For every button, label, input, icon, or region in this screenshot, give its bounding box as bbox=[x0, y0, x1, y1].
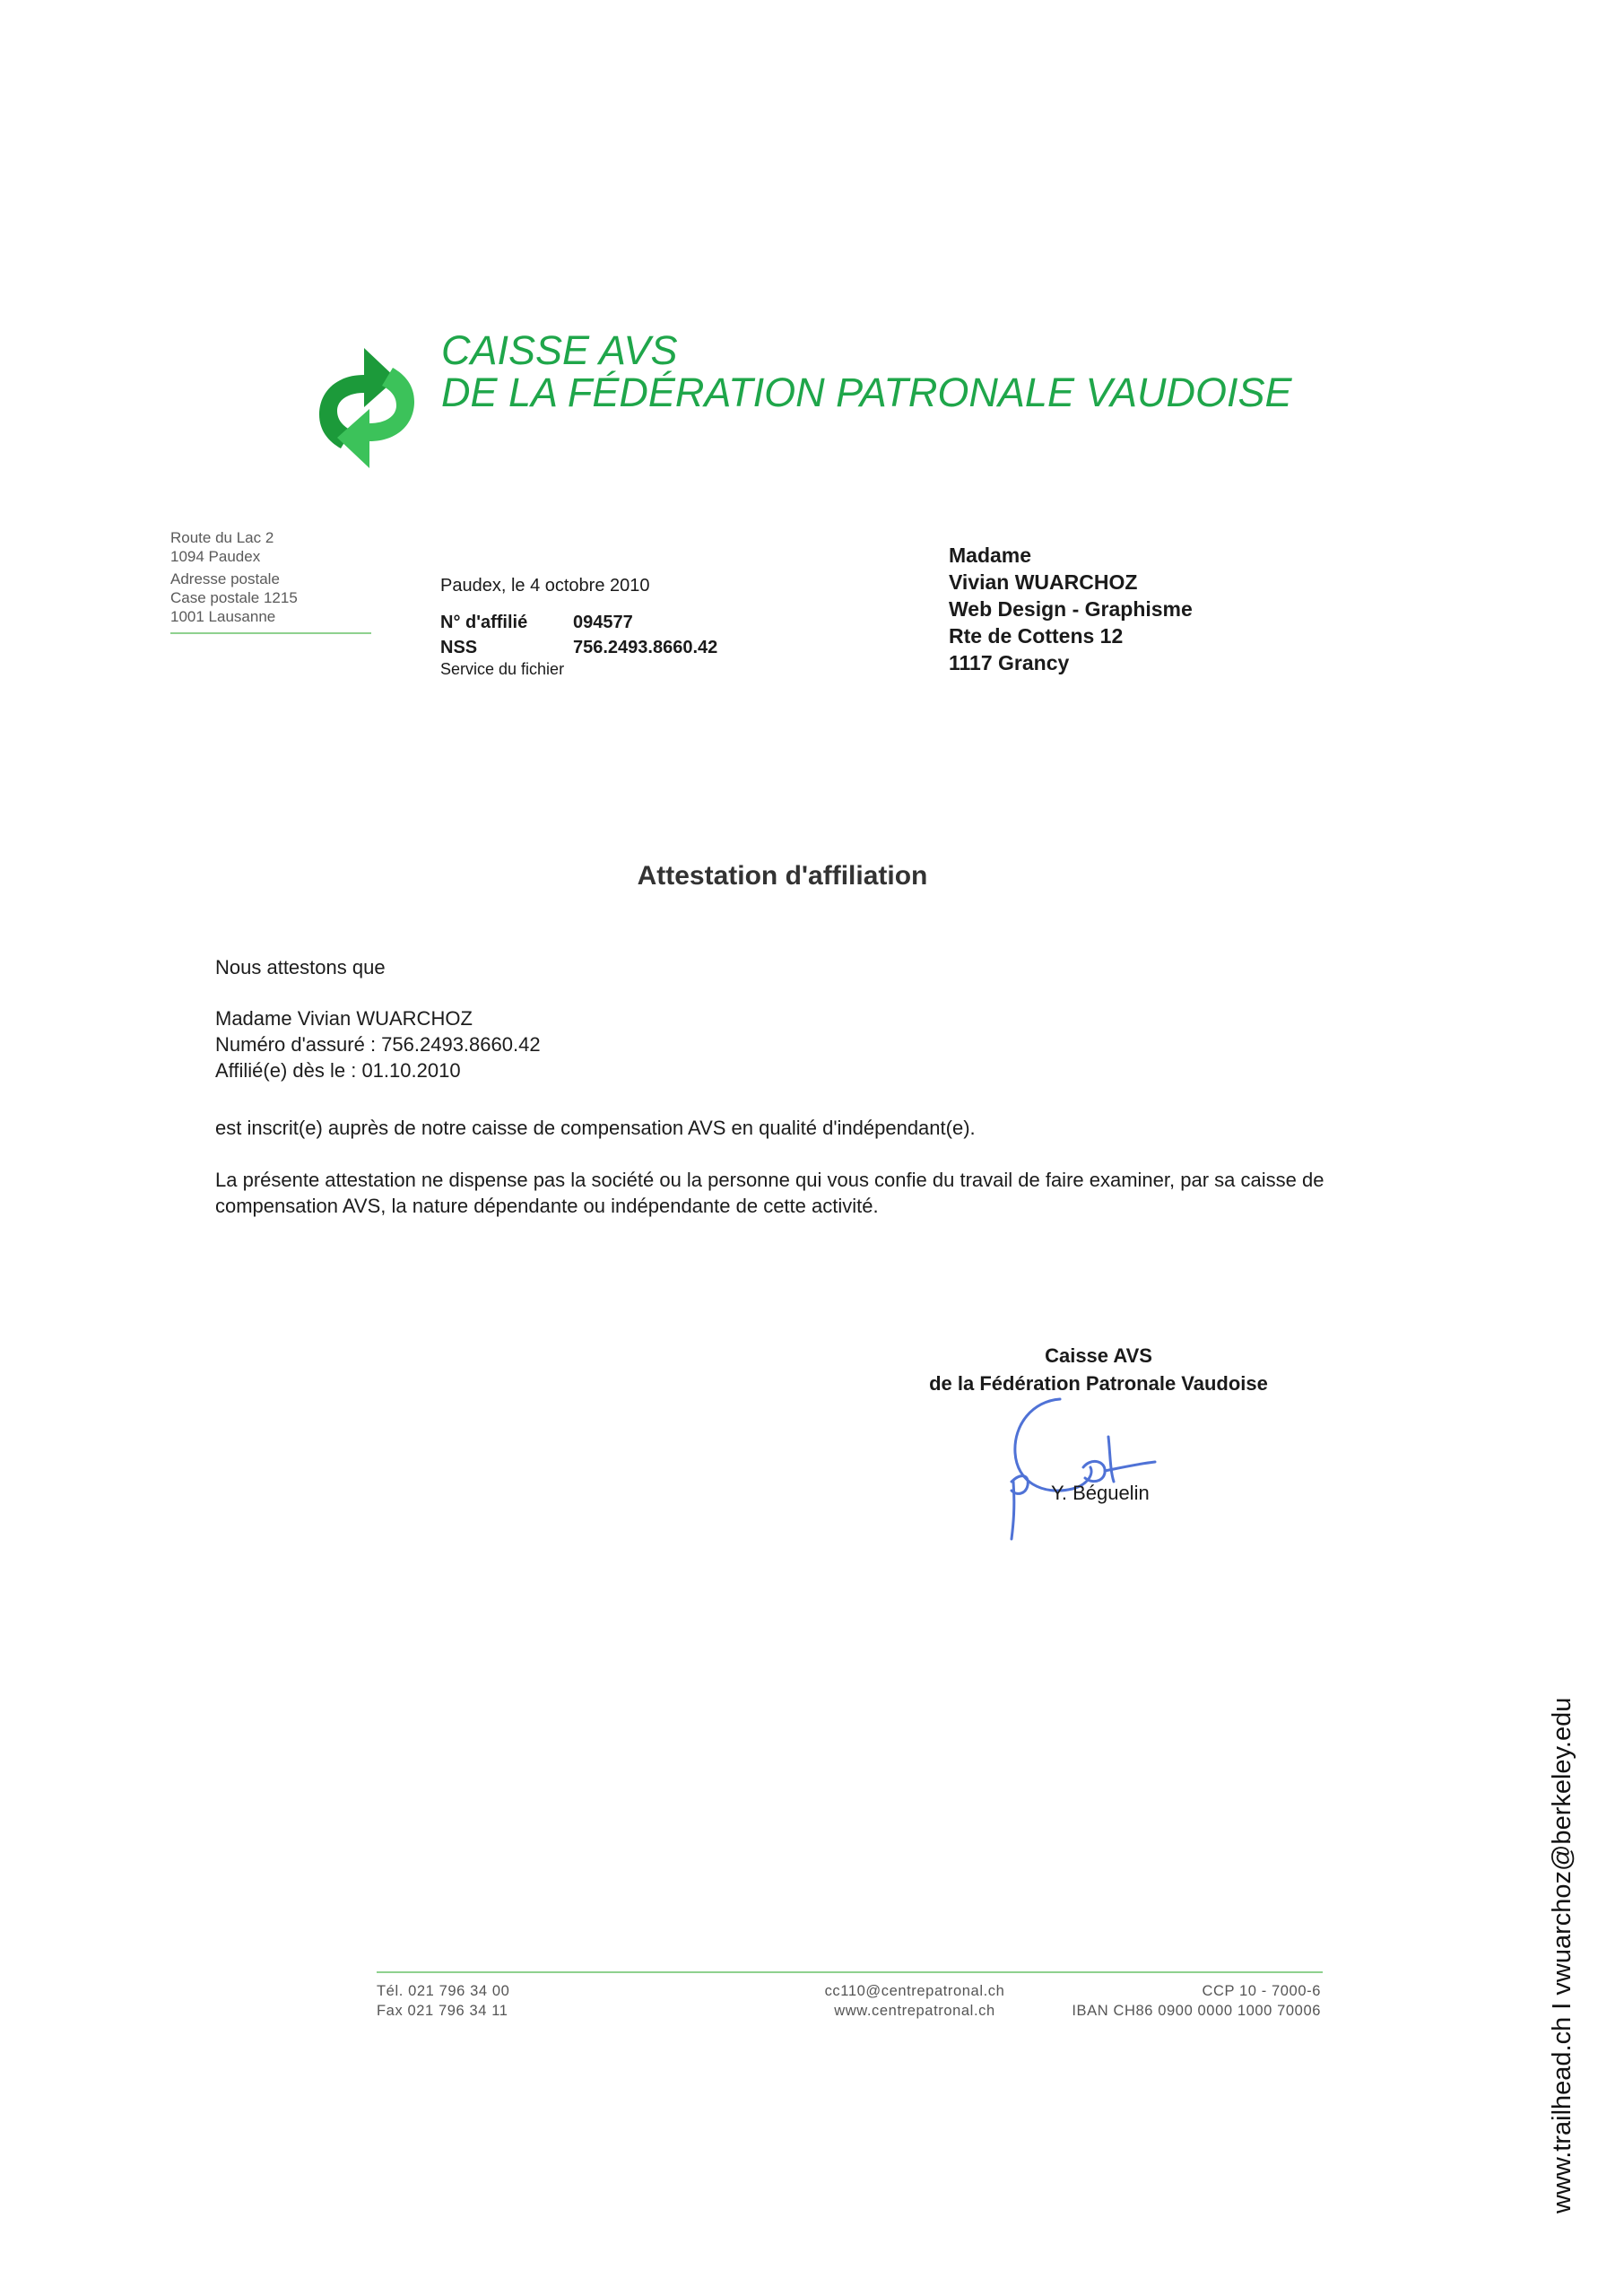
affiliate-number-label: N° d'affilié bbox=[440, 613, 528, 632]
affiliate-number-row bbox=[440, 613, 633, 633]
nss-value: 756.2493.8660.42 bbox=[573, 638, 718, 657]
document-title: Attestation d'affiliation bbox=[637, 861, 928, 891]
statement-text: est inscrit(e) auprès de notre caisse de compensation AVS en qualité d'indépendant(e). bbox=[215, 1117, 976, 1139]
sender-divider bbox=[170, 632, 371, 634]
footer-phone bbox=[377, 1981, 509, 2021]
insured-number: Numéro d'assuré : 756.2493.8660.42 bbox=[215, 1033, 541, 1056]
sender-address bbox=[170, 528, 298, 626]
org-name-line1: CAISSE AVS bbox=[441, 327, 678, 373]
footer-website: www.centrepatronal.ch bbox=[834, 2003, 995, 2019]
nss-row bbox=[440, 638, 718, 658]
recipient-line: Rte de Cottens 12 bbox=[949, 624, 1124, 648]
footer-iban: IBAN CH86 0900 0000 1000 70006 bbox=[1072, 2003, 1321, 2019]
footer-fax: Fax 021 796 34 11 bbox=[377, 2003, 508, 2019]
footer-bank bbox=[1072, 1981, 1321, 2021]
sender-line: Adresse postale bbox=[170, 570, 280, 587]
affiliate-number-value: 094577 bbox=[573, 613, 633, 632]
insured-name: Madame Vivian WUARCHOZ bbox=[215, 1007, 473, 1030]
sender-line: Route du Lac 2 bbox=[170, 529, 274, 546]
sender-line: Case postale 1215 bbox=[170, 589, 298, 606]
recipient-line: 1117 Grancy bbox=[949, 651, 1070, 674]
recipient-line: Vivian WUARCHOZ bbox=[949, 570, 1138, 594]
handwritten-signature bbox=[997, 1381, 1177, 1543]
footer-ccp: CCP 10 - 7000-6 bbox=[1202, 1983, 1321, 1999]
footer-divider bbox=[377, 1971, 1323, 1973]
side-contact-text: www.trailhead.ch I vwuarchoz@berkeley.edu bbox=[1548, 1697, 1576, 2213]
signature-org-line1: Caisse AVS bbox=[1045, 1344, 1152, 1367]
recycle-arrows-icon bbox=[308, 316, 425, 499]
intro-text: Nous attestons que bbox=[215, 956, 386, 978]
recipient-address bbox=[949, 542, 1193, 676]
footer-tel: Tél. 021 796 34 00 bbox=[377, 1983, 510, 1999]
nss-label: NSS bbox=[440, 638, 478, 657]
service-label: Service du fichier bbox=[440, 660, 565, 678]
footer-email: cc110@centrepatronal.ch bbox=[824, 1983, 1005, 1999]
recipient-line: Madame bbox=[949, 544, 1032, 567]
signer-name: Y. Béguelin bbox=[1051, 1482, 1150, 1504]
org-name-line2: DE LA FÉDÉRATION PATRONALE VAUDOISE bbox=[441, 370, 1292, 415]
recipient-line: Web Design - Graphisme bbox=[949, 597, 1193, 621]
sender-line: 1001 Lausanne bbox=[170, 608, 276, 625]
footer-web bbox=[717, 1981, 1112, 2021]
notice-paragraph: La présente attestation ne dispense pas la société ou la personne qui vous confie du travail de faire examiner, par sa caisse de compensation AVS, la nature dépendante ou indépendante de cette activité. bbox=[215, 1169, 1324, 1217]
affiliation-date: Affilié(e) dès le : 01.10.2010 bbox=[215, 1059, 461, 1082]
signature-org-line2: de la Fédération Patronale Vaudoise bbox=[929, 1372, 1268, 1395]
sender-line: 1094 Paudex bbox=[170, 548, 261, 565]
date-line: Paudex, le 4 octobre 2010 bbox=[440, 576, 650, 596]
insured-person-block bbox=[215, 1005, 541, 1083]
